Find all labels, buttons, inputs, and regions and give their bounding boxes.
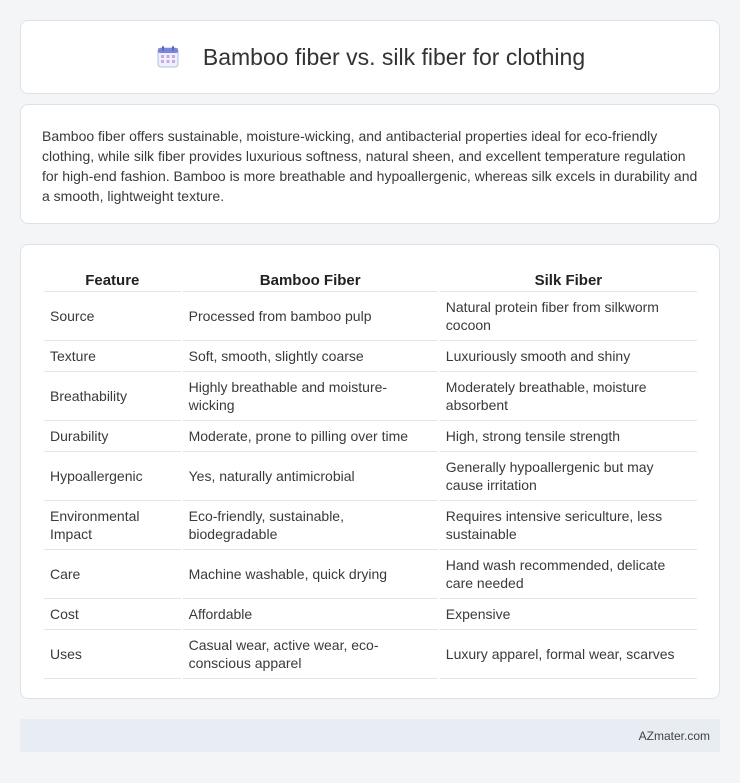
column-header-bamboo: Bamboo Fiber <box>183 266 438 292</box>
footer <box>20 719 720 752</box>
silk-cell: High, strong tensile strength <box>440 421 697 452</box>
silk-cell: Expensive <box>440 599 697 630</box>
feature-cell: Source <box>44 292 181 341</box>
feature-cell: Breathability <box>44 372 181 421</box>
silk-cell: Luxuriously smooth and shiny <box>440 341 697 372</box>
title-card <box>20 20 720 94</box>
silk-cell: Hand wash recommended, delicate care needed <box>440 550 697 599</box>
page-title: Bamboo fiber vs. silk fiber for clothing <box>202 43 586 70</box>
silk-cell: Requires intensive sericulture, less sustainable <box>440 501 697 550</box>
silk-cell: Moderately breathable, moisture absorbent <box>440 372 697 421</box>
bamboo-cell: Casual wear, active wear, eco-conscious apparel <box>183 630 438 679</box>
table-row <box>44 421 697 452</box>
title-row <box>21 21 719 93</box>
bamboo-cell: Soft, smooth, slightly coarse <box>183 341 438 372</box>
feature-cell: Care <box>44 550 181 599</box>
column-header-silk: Silk Fiber <box>440 266 697 292</box>
bamboo-cell: Highly breathable and moisture-wicking <box>183 372 438 421</box>
table-row <box>44 452 697 501</box>
bamboo-cell: Processed from bamboo pulp <box>183 292 438 341</box>
bamboo-cell: Machine washable, quick drying <box>183 550 438 599</box>
bamboo-cell: Eco-friendly, sustainable, biodegradable <box>183 501 438 550</box>
column-header-feature: Feature <box>44 266 181 292</box>
feature-cell: Uses <box>44 630 181 679</box>
comparison-table <box>42 266 699 679</box>
feature-cell: Cost <box>44 599 181 630</box>
feature-cell: Texture <box>44 341 181 372</box>
table-row <box>44 550 697 599</box>
bamboo-cell: Moderate, prone to pilling over time <box>183 421 438 452</box>
feature-cell: Hypoallergenic <box>44 452 181 501</box>
bamboo-cell: Affordable <box>183 599 438 630</box>
table-row <box>44 630 697 679</box>
feature-cell: Environmental Impact <box>44 501 181 550</box>
table-row <box>44 292 697 341</box>
calendar-icon <box>155 44 181 70</box>
comparison-table-card <box>20 244 720 699</box>
feature-cell: Durability <box>44 421 181 452</box>
bamboo-cell: Yes, naturally antimicrobial <box>183 452 438 501</box>
table-row <box>44 599 697 630</box>
footer-credit[interactable]: AZmater.com <box>638 728 710 743</box>
table-row <box>44 372 697 421</box>
silk-cell: Luxury apparel, formal wear, scarves <box>440 630 697 679</box>
summary-card <box>20 104 720 224</box>
table-header-row <box>44 266 697 292</box>
summary-text: Bamboo fiber offers sustainable, moisture-wicking, and antibacterial properties ideal for eco-friendly clothing, while silk fiber provides luxurious softness, natural sheen, and excellent temperature regulation for high-end fashion. Bamboo is more breathable and hypoallergenic, whereas silk excels in durability and a smooth, lightweight texture. <box>42 128 698 204</box>
silk-cell: Natural protein fiber from silkworm cocoon <box>440 292 697 341</box>
table-row <box>44 501 697 550</box>
table-row <box>44 341 697 372</box>
silk-cell: Generally hypoallergenic but may cause irritation <box>440 452 697 501</box>
